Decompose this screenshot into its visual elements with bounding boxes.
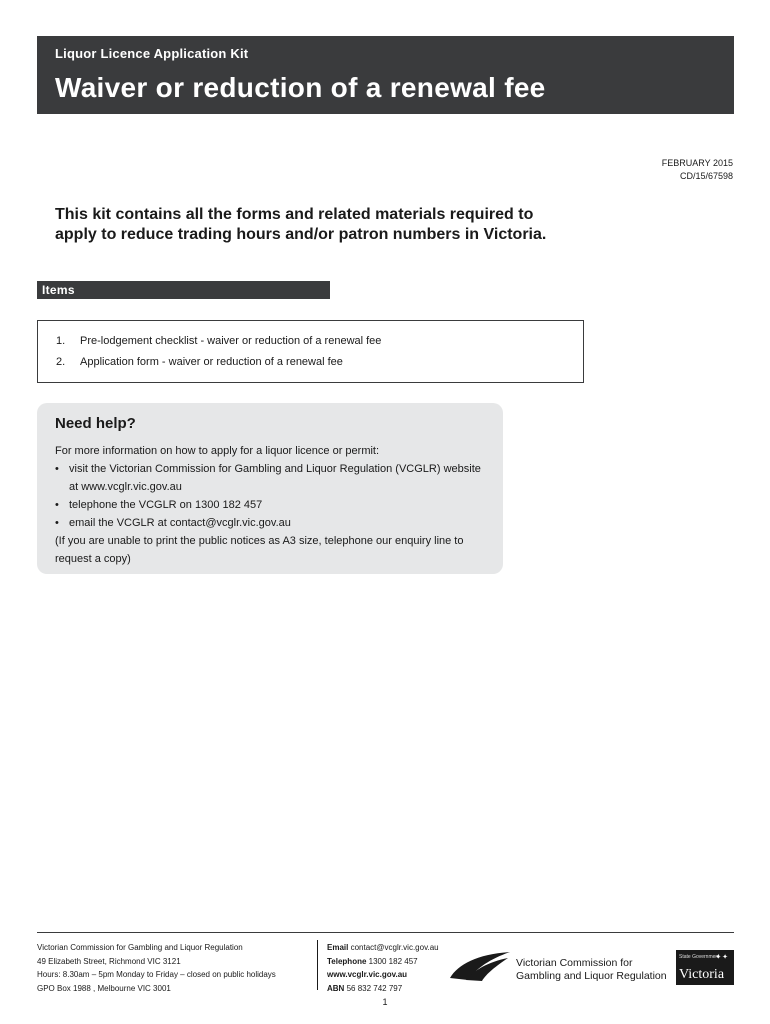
bullet-icon: • xyxy=(55,499,59,511)
help-intro: For more information on how to apply for a liquor licence or permit: xyxy=(55,445,380,457)
help-box xyxy=(37,403,503,574)
footer-abn-value: 56 832 742 797 xyxy=(346,983,403,993)
items-list xyxy=(38,321,583,373)
item-text: Pre-lodgement checklist - waiver or reduction of a renewal fee xyxy=(80,335,382,347)
item-number: 1. xyxy=(56,335,66,347)
victoria-logo-icon xyxy=(676,950,734,985)
items-heading: Items xyxy=(37,281,330,299)
footer-phone-label: Telephone xyxy=(327,956,367,966)
footer-abn-label: ABN xyxy=(327,983,345,993)
help-title: Need help? xyxy=(55,415,136,432)
bullet-icon: • xyxy=(55,463,59,475)
document-meta xyxy=(662,157,733,183)
footer-phone-value: 1300 182 457 xyxy=(368,956,418,966)
stars-icon: ✦✦ xyxy=(715,954,729,961)
footer-phone-row xyxy=(327,955,439,969)
document-reference: CD/15/67598 xyxy=(679,171,733,181)
vcglr-logo-text: Victorian Commission for Gambling and Liquor Regulation xyxy=(516,957,667,982)
kit-label: Liquor Licence Application Kit xyxy=(55,46,249,61)
victoria-logo-name: Victoria xyxy=(679,967,725,982)
vcglr-logo-icon xyxy=(448,950,514,982)
footer-divider-line xyxy=(37,932,734,933)
footer-address-block xyxy=(37,941,276,995)
list-item xyxy=(55,460,485,496)
list-item xyxy=(56,352,583,373)
items-box xyxy=(37,320,584,383)
footer-column-divider xyxy=(317,940,318,990)
footer-abn-row xyxy=(327,982,439,996)
help-bullet-text: visit the Victorian Commission for Gambling and Liquor Regulation (VCGLR) website at www.vcglr.vic.gov.au xyxy=(69,463,481,493)
footer-email-label: Email xyxy=(327,943,349,952)
item-number: 2. xyxy=(56,356,66,368)
list-item xyxy=(55,514,485,532)
footer-website-link[interactable]: www.vcglr.vic.gov.au xyxy=(327,970,408,979)
footer-hours: Hours: 8.30am – 5pm Monday to Friday – closed on public holidays xyxy=(37,970,276,979)
footer-email-link[interactable]: contact@vcglr.vic.gov.au xyxy=(350,943,439,952)
footer-po-box: GPO Box 1988 , Melbourne VIC 3001 xyxy=(37,983,171,993)
list-item xyxy=(55,496,485,514)
footer-email-row xyxy=(327,941,439,955)
help-bullet-text: telephone the VCGLR on 1300 182 457 xyxy=(69,499,263,511)
footer-address: 49 Elizabeth Street, Richmond VIC 3121 xyxy=(37,956,181,966)
victoria-logo-state: State Government xyxy=(679,954,720,960)
intro-paragraph: This kit contains all the forms and related materials required to apply to reduce trading hours and/or patron numbers in Victoria. xyxy=(55,206,547,243)
item-text: Application form - waiver or reduction of a renewal fee xyxy=(80,356,343,368)
footer-contact-block xyxy=(327,941,439,995)
bullet-icon: • xyxy=(55,517,59,529)
document-date: FEBRUARY 2015 xyxy=(661,158,733,168)
page-title: Waiver or reduction of a renewal fee xyxy=(55,72,546,103)
help-list xyxy=(55,460,485,532)
page-number: 1 xyxy=(382,997,388,1007)
help-note: (If you are unable to print the public notices as A3 size, telephone our enquiry line to request a copy) xyxy=(55,535,464,565)
list-item xyxy=(56,331,583,352)
header-band xyxy=(37,36,734,114)
footer-org: Victorian Commission for Gambling and Liquor Regulation xyxy=(37,943,243,952)
help-bullet-text: email the VCGLR at contact@vcglr.vic.gov.au xyxy=(69,517,291,529)
